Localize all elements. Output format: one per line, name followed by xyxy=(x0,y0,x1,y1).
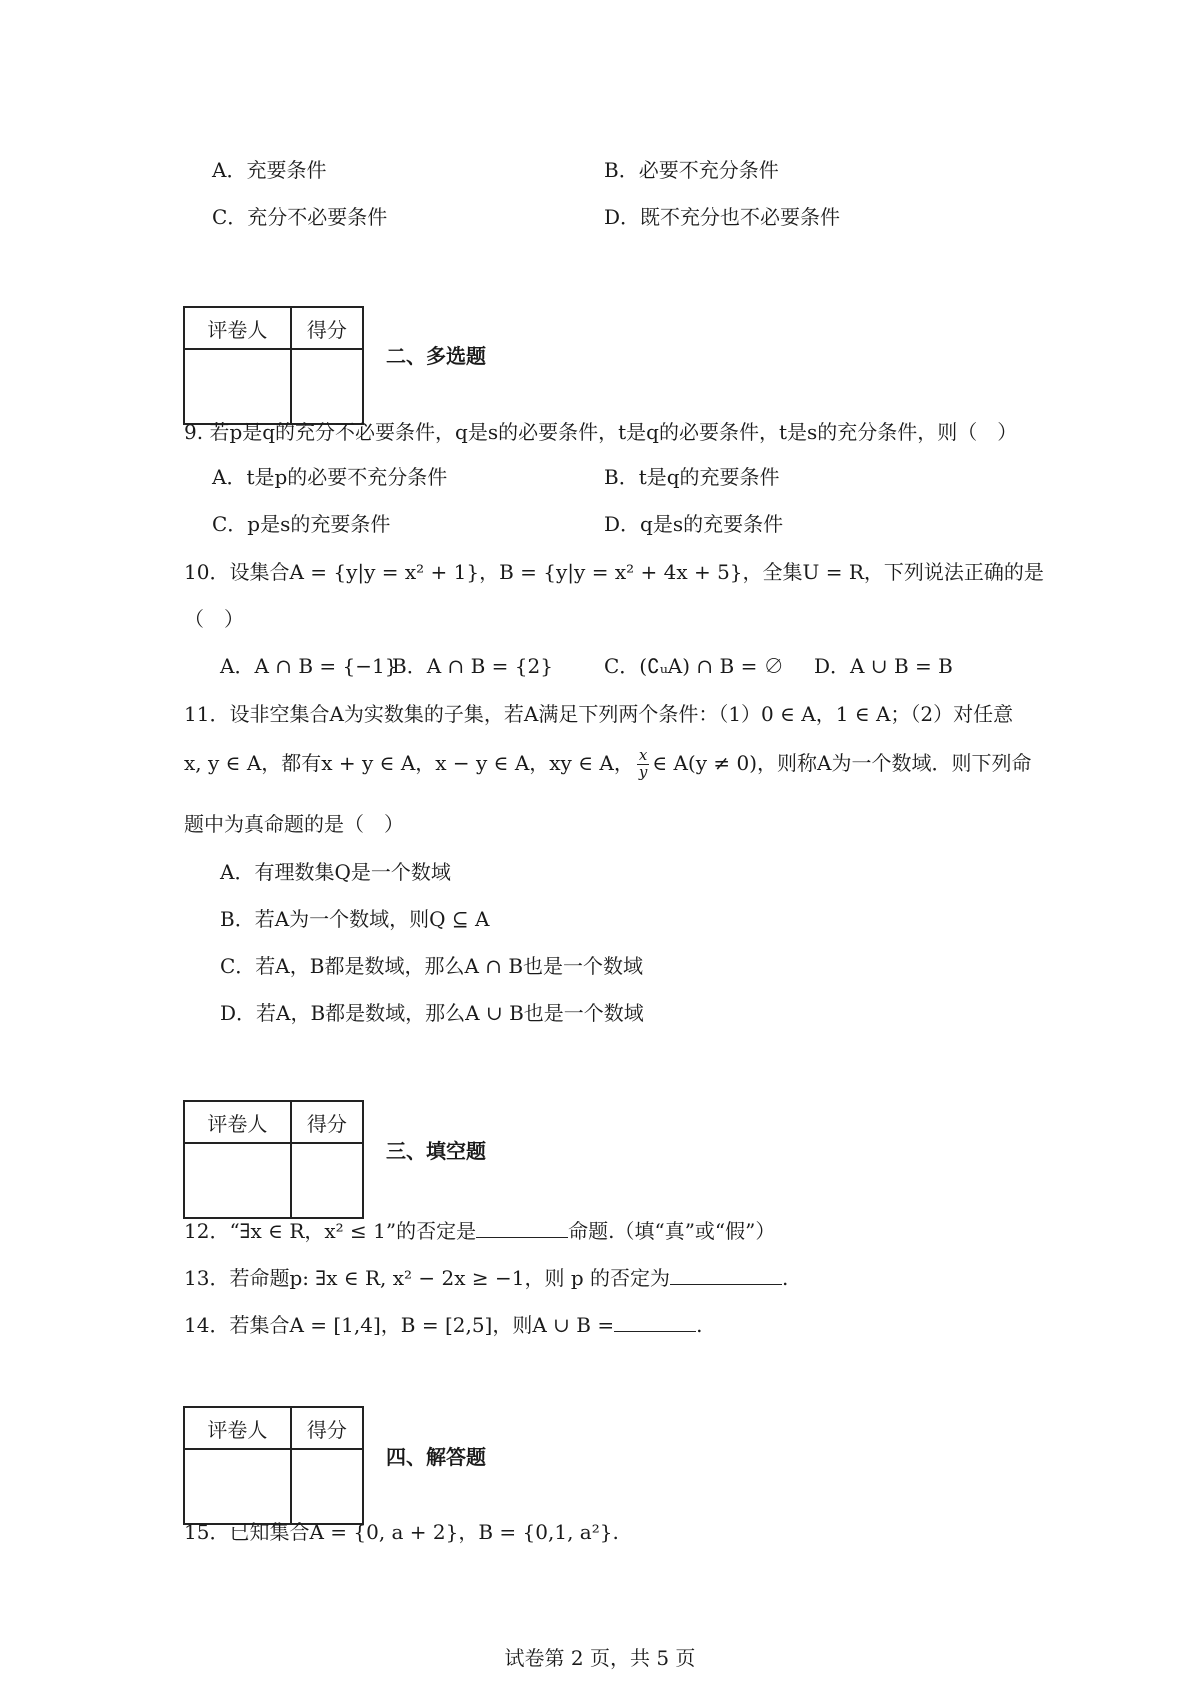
section-title-fill-in: 三、填空题 xyxy=(386,1139,486,1163)
q12 xyxy=(184,1217,775,1241)
q14-text-pre: 14．若集合A = [1,4]，B = [2,5]，则A ∪ B = xyxy=(184,1313,615,1337)
q12-answer-blank[interactable] xyxy=(476,1217,568,1238)
q11-option-d: D．若A，B都是数域，那么A ∪ B也是一个数域 xyxy=(220,1001,644,1025)
q13-text-post: . xyxy=(782,1266,789,1290)
q11-line2-post: ∈ A(y ≠ 0)，则称A为一个数域．则下列命 xyxy=(652,750,1032,775)
q14-text-post: . xyxy=(696,1313,703,1337)
q10-option-d: D．A ∪ B = B xyxy=(814,654,953,678)
q10-stem-line2: （ ） xyxy=(184,607,244,631)
q13-answer-blank[interactable] xyxy=(670,1264,782,1285)
q11-line1: 11．设非空集合A为实数集的子集，若A满足下列两个条件：（1）0 ∈ A，1 ∈ A；（2）对任意 xyxy=(184,702,1014,726)
q9-option-c: C．p是s的充要条件 xyxy=(212,512,391,536)
q12-text-post: 命题.（填“真”或“假”） xyxy=(568,1219,776,1243)
q10-option-a: A．A ∩ B = {−1} xyxy=(220,654,398,678)
grader-reviewer-cell xyxy=(184,1449,291,1524)
page-footer: 试卷第 2 页，共 5 页 xyxy=(504,1646,696,1670)
q8-option-d: D．既不充分也不必要条件 xyxy=(604,205,841,229)
q10-stem-line1: 10．设集合A = {y|y = x² + 1}，B = {y|y = x² + 4x + 5}，全集U = R，下列说法正确的是 xyxy=(184,560,1044,584)
grader-reviewer-label: 评卷人 xyxy=(184,1407,291,1449)
grader-reviewer-cell xyxy=(184,349,291,424)
grader-score-cell xyxy=(291,349,363,424)
q11-line2-pre: x, y ∈ A，都有x + y ∈ A，x − y ∈ A，xy ∈ A， xyxy=(184,750,634,775)
grader-score-label: 得分 xyxy=(291,1407,363,1449)
grader-reviewer-cell xyxy=(184,1143,291,1218)
q9-option-d: D．q是s的充要条件 xyxy=(604,512,784,536)
q9-option-a: A．t是p的必要不充分条件 xyxy=(212,465,448,489)
q10-option-b: B．A ∩ B = {2} xyxy=(392,654,553,678)
grader-score-label: 得分 xyxy=(291,307,363,349)
grader-box-section-2 xyxy=(183,306,364,425)
section-title-solve: 四、解答题 xyxy=(386,1445,486,1469)
grader-reviewer-label: 评卷人 xyxy=(184,1101,291,1143)
q8-option-a: A．充要条件 xyxy=(212,158,327,182)
q11-fraction-numerator: x xyxy=(637,748,649,765)
q10-option-c: C．(∁ᵤA) ∩ B = ∅ xyxy=(604,654,784,678)
q11-line3: 题中为真命题的是（ ） xyxy=(184,812,404,836)
section-title-multiple-choice: 二、多选题 xyxy=(386,344,486,368)
q11-line2 xyxy=(184,748,1031,781)
q13 xyxy=(184,1264,788,1288)
q11-option-c: C．若A，B都是数域，那么A ∩ B也是一个数域 xyxy=(220,954,644,978)
q9-stem: 9. 若p是q的充分不必要条件，q是s的必要条件，t是q的必要条件，t是s的充分条件，则（ ） xyxy=(184,420,1018,444)
grader-score-label: 得分 xyxy=(291,1101,363,1143)
q11-option-a: A．有理数集Q是一个数域 xyxy=(220,860,451,884)
q11-fraction xyxy=(637,748,649,781)
grader-box-section-4 xyxy=(183,1406,364,1525)
q13-text-pre: 13．若命题p: ∃x ∈ R, x² − 2x ≥ −1，则 p 的否定为 xyxy=(184,1266,671,1290)
q12-text-pre: 12．“∃x ∈ R，x² ≤ 1”的否定是 xyxy=(184,1219,477,1243)
q8-option-b: B．必要不充分条件 xyxy=(604,158,779,182)
grader-reviewer-label: 评卷人 xyxy=(184,307,291,349)
q8-option-c: C．充分不必要条件 xyxy=(212,205,388,229)
q9-option-b: B．t是q的充要条件 xyxy=(604,465,780,489)
q15: 15．已知集合A = {0, a + 2}，B = {0,1, a²}. xyxy=(184,1520,619,1544)
grader-score-cell xyxy=(291,1449,363,1524)
q11-option-b: B．若A为一个数域，则Q ⊆ A xyxy=(220,907,490,931)
q14 xyxy=(184,1311,702,1335)
grader-score-cell xyxy=(291,1143,363,1218)
q14-answer-blank[interactable] xyxy=(614,1311,696,1332)
q11-fraction-denominator: y xyxy=(638,762,648,781)
grader-box-section-3 xyxy=(183,1100,364,1219)
